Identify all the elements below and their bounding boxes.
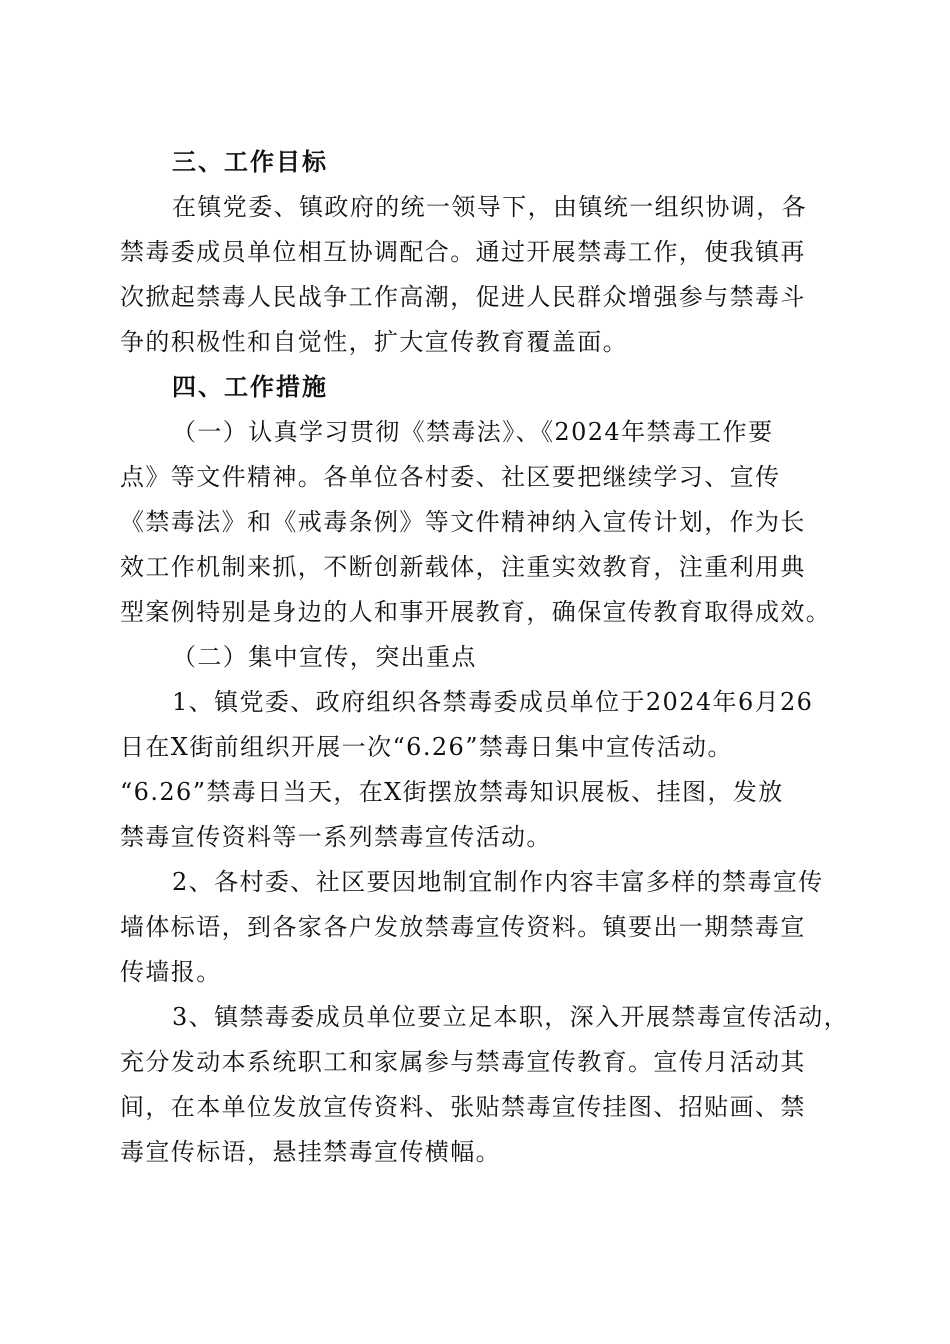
paragraph-line: “6.26”禁毒日当天，在X街摆放禁毒知识展板、挂图，发放 (120, 778, 784, 806)
paragraph-line: 禁毒宣传资料等一系列禁毒宣传活动。 (120, 823, 552, 851)
section-heading-measures: 四、工作措施 (172, 372, 328, 401)
paragraph-line: 间，在本单位发放宣传资料、张贴禁毒宣传挂图、招贴画、禁 (120, 1093, 806, 1121)
paragraph-line: 1、镇党委、政府组织各禁毒委成员单位于2024年6月26 (172, 688, 814, 716)
paragraph-line: 墙体标语，到各家各户发放禁毒宣传资料。镇要出一期禁毒宣 (120, 913, 806, 941)
paragraph-line: 次掀起禁毒人民战争工作高潮，促进人民群众增强参与禁毒斗 (120, 283, 806, 311)
paragraph-line: （一）认真学习贯彻《禁毒法》、《2024年禁毒工作要 (172, 418, 774, 446)
paragraph-line: 禁毒委成员单位相互协调配合。通过开展禁毒工作，使我镇再 (120, 238, 806, 266)
paragraph-line: 毒宣传标语，悬挂禁毒宣传横幅。 (120, 1138, 501, 1166)
paragraph-line: 争的积极性和自觉性，扩大宣传教育覆盖面。 (120, 328, 628, 356)
paragraph-line: 点》等文件精神。各单位各村委、社区要把继续学习、宣传 (120, 463, 781, 491)
paragraph-line: 传墙报。 (120, 958, 222, 986)
paragraph-line: 3、镇禁毒委成员单位要立足本职，深入开展禁毒宣传活动， (172, 1003, 850, 1031)
section-heading-goals: 三、工作目标 (172, 147, 328, 176)
paragraph-line: 在镇党委、镇政府的统一领导下，由镇统一组织协调，各 (172, 193, 807, 221)
paragraph-line: 日在X街前组织开展一次“6.26”禁毒日集中宣传活动。 (120, 733, 733, 761)
paragraph-line: 充分发动本系统职工和家属参与禁毒宣传教育。宣传月活动其 (120, 1048, 806, 1076)
paragraph-line: 2、各村委、社区要因地制宜制作内容丰富多样的禁毒宣传 (172, 868, 824, 896)
paragraph-line: 效工作机制来抓，不断创新载体，注重实效教育，注重利用典 (120, 553, 806, 581)
paragraph-line: 《禁毒法》和《戒毒条例》等文件精神纳入宣传计划，作为长 (120, 508, 806, 536)
subsection-heading: （二）集中宣传，突出重点 (172, 643, 477, 671)
paragraph-line: 型案例特别是身边的人和事开展教育，确保宣传教育取得成效。 (120, 598, 832, 626)
